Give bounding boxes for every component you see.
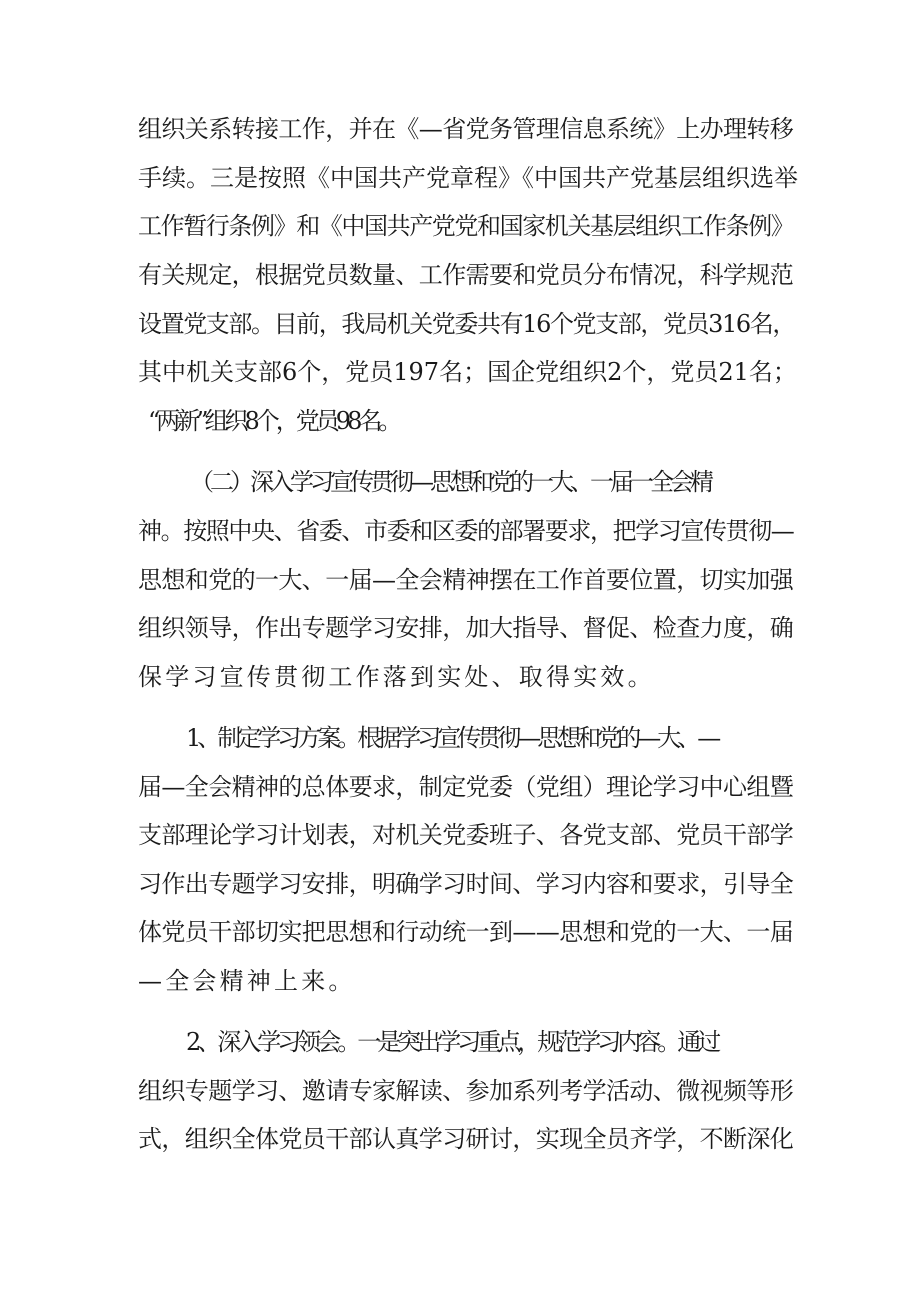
text-line: 手续。三是按照《中国共产党章程》《中国共产党基层组织选举 — [138, 164, 798, 192]
text-line: 习作出专题学习安排，明确学习时间、学习内容和要求，引导全 — [138, 870, 794, 898]
text-line: 体党员干部切实把思想和行动统一到——思想和党的一大、一届 — [138, 918, 794, 946]
text-line: 组织领导，作出专题学习安排，加大指导、督促、检查力度，确 — [138, 614, 794, 642]
text-line: 组织关系转接工作，并在《—省党务管理信息系统》上办理转移 — [138, 115, 794, 143]
subsection-line: 1、制定学习方案。根据学习宣传贯彻—思想和党的—大、— — [186, 724, 718, 752]
text-line: 神。按照中央、省委、市委和区委的部署要求，把学习宣传贯彻— — [138, 517, 794, 545]
text-line: —全会精神上来。 — [138, 967, 356, 995]
text-line: 组织专题学习、邀请专家解读、参加系列考学活动、微视频等形 — [138, 1077, 794, 1105]
text-line: 式，组织全体党员干部认真学习研讨，实现全员齐学，不断深化 — [138, 1125, 794, 1153]
text-line: 其中机关支部6个，党员197名；国企党组织2个，党员21名； — [138, 358, 797, 386]
text-line: 有关规定，根据党员数量、工作需要和党员分布情况，科学规范 — [138, 261, 794, 289]
text-line: 设置党支部。目前，我局机关党委共有16个党支部，党员316名， — [138, 310, 795, 338]
text-line: “两新”组织8个，党员98名。 — [148, 407, 399, 435]
text-line: 保学习宣传贯彻工作落到实处、取得实效。 — [138, 663, 655, 691]
text-line: 支部理论学习计划表，对机关党委班子、各党支部、党员干部学 — [138, 821, 794, 849]
text-line: 届—全会精神的总体要求，制定党委（党组）理论学习中心组暨 — [138, 773, 794, 801]
section-heading-line: （二）深入学习宣传贯彻—思想和党的一大、一届一全会精 — [190, 468, 710, 496]
text-line: 思想和党的一大、一届—全会精神摆在工作首要位置，切实加强 — [138, 566, 794, 594]
text-line: 工作暂行条例》和《中国共产党党和国家机关基层组织工作条例》 — [138, 212, 794, 240]
subsection-line: 2、深入学习领会。一是突出学习重点，规范学习内容。通过 — [186, 1028, 718, 1056]
